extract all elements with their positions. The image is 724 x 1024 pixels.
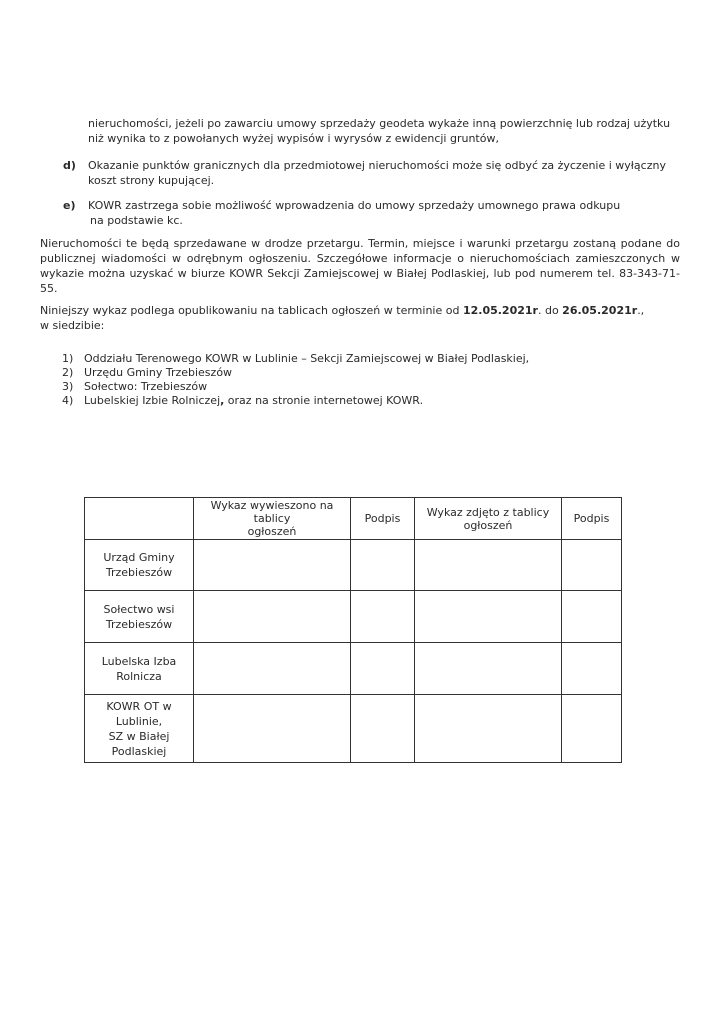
location-item xyxy=(62,351,662,366)
location-item xyxy=(62,379,662,394)
row-label-line: Rolnicza xyxy=(116,669,162,683)
row-label xyxy=(85,643,194,695)
location-number: 2) xyxy=(62,366,74,379)
header-posted-line-1: Wykaz wywieszono na xyxy=(210,499,334,512)
header-sign-2: Podpis xyxy=(562,498,622,540)
header-empty-cell xyxy=(85,498,194,540)
table-row xyxy=(85,591,622,643)
location-text: Lubelskiej Izbie Rolniczej xyxy=(84,394,221,407)
empty-cell xyxy=(415,643,562,695)
row-label xyxy=(85,695,194,763)
item-d-letter: d) xyxy=(63,159,76,172)
sale-info-paragraph: Nieruchomości te będą sprzedawane w drodze przetargu. Termin, miejsce i warunki przetargu zostaną podane do publicznej wiadomości w odrębnym ogłoszeniu. Szczegółowe informacje o nieruchomościach zamieszczonych w wykazie można uzyskać w biurze KOWR Sekcji Zamiejscowej w Białej Podlaskiej, lub pod numerem tel. 83-343-71-55. xyxy=(40,237,680,295)
table-row xyxy=(85,643,622,695)
row-label-line: Podlaskiej xyxy=(111,744,167,758)
empty-cell xyxy=(562,695,622,763)
publication-line-2: w siedzibie: xyxy=(40,319,105,332)
row-label-line: SZ w Białej xyxy=(108,729,170,743)
location-item xyxy=(62,365,662,380)
item-d-line-2: koszt strony kupującej. xyxy=(88,174,215,187)
location-text: Sołectwo: Trzebieszów xyxy=(84,380,208,393)
item-e-line-1: KOWR zastrzega sobie możliwość wprowadzenia do umowy sprzedaży umownego prawa odkupu xyxy=(88,199,621,212)
location-item xyxy=(62,393,662,408)
empty-cell xyxy=(351,643,415,695)
empty-cell xyxy=(194,695,351,763)
item-e-text xyxy=(88,198,680,228)
publication-middle: . do xyxy=(537,304,563,317)
empty-cell xyxy=(415,591,562,643)
item-d-line-1: Okazanie punktów granicznych dla przedmiotowej nieruchomości może się odbyć za życzenie i wyłączny xyxy=(88,159,666,172)
date-from: 12.05.2021r xyxy=(462,304,538,317)
header-removed-line-2: ogłoszeń xyxy=(463,518,513,532)
header-removed-line-1: Wykaz zdjęto z tablicy xyxy=(426,505,550,519)
empty-cell xyxy=(351,695,415,763)
location-number: 3) xyxy=(62,380,74,393)
empty-cell xyxy=(562,540,622,591)
location-text-tail: oraz na stronie internetowej KOWR. xyxy=(224,394,424,407)
row-label-line: Lubelska Izba xyxy=(101,654,177,668)
empty-cell xyxy=(194,643,351,695)
row-label xyxy=(85,540,194,591)
date-to: 26.05.2021r xyxy=(562,304,638,317)
item-d-text xyxy=(88,158,680,188)
header-removed xyxy=(415,498,562,540)
continuation-line-1: nieruchomości, jeżeli po zawarciu umowy sprzedaży geodeta wykaże inną powierzchnię lub rodzaj użytku xyxy=(88,117,671,130)
header-posted xyxy=(194,498,351,540)
row-label-line: Sołectwo wsi xyxy=(103,602,175,616)
location-comma: , xyxy=(220,394,225,407)
empty-cell xyxy=(194,591,351,643)
item-e-letter: e) xyxy=(63,199,76,212)
empty-cell xyxy=(415,695,562,763)
empty-cell xyxy=(562,643,622,695)
location-text: Urzędu Gminy Trzebieszów xyxy=(84,366,233,379)
table-header-row xyxy=(85,498,622,540)
table-row xyxy=(85,540,622,591)
empty-cell xyxy=(351,540,415,591)
continuation-text xyxy=(88,116,688,146)
header-sign-1: Podpis xyxy=(351,498,415,540)
row-label xyxy=(85,591,194,643)
row-label-line: KOWR OT w xyxy=(106,699,172,713)
header-posted-line-2: tablicy xyxy=(253,512,291,525)
publication-paragraph xyxy=(40,303,680,333)
table-row xyxy=(85,695,622,763)
empty-cell xyxy=(415,540,562,591)
row-label-line: Trzebieszów xyxy=(105,617,173,631)
publication-prefix: Niniejszy wykaz podlega opublikowaniu na tablicach ogłoszeń w terminie od xyxy=(40,304,463,317)
publication-suffix: ., xyxy=(637,304,645,317)
empty-cell xyxy=(194,540,351,591)
empty-cell xyxy=(351,591,415,643)
row-label-line: Trzebieszów xyxy=(105,566,173,579)
row-label-line: Lublinie, xyxy=(115,714,163,728)
header-posted-line-3: ogłoszeń xyxy=(247,525,297,538)
empty-cell xyxy=(562,591,622,643)
continuation-line-2: niż wynika to z powołanych wyżej wypisów i wyrysów z ewidencji gruntów, xyxy=(88,132,499,145)
location-text: Oddziału Terenowego KOWR w Lublinie – Sekcji Zamiejscowej w Białej Podlaskiej, xyxy=(84,352,530,365)
posting-table xyxy=(84,497,622,763)
location-number: 4) xyxy=(62,394,74,407)
row-label-line: Urząd Gminy xyxy=(103,551,175,564)
location-number: 1) xyxy=(62,352,74,365)
item-e-line-2: na podstawie kc. xyxy=(90,214,183,227)
